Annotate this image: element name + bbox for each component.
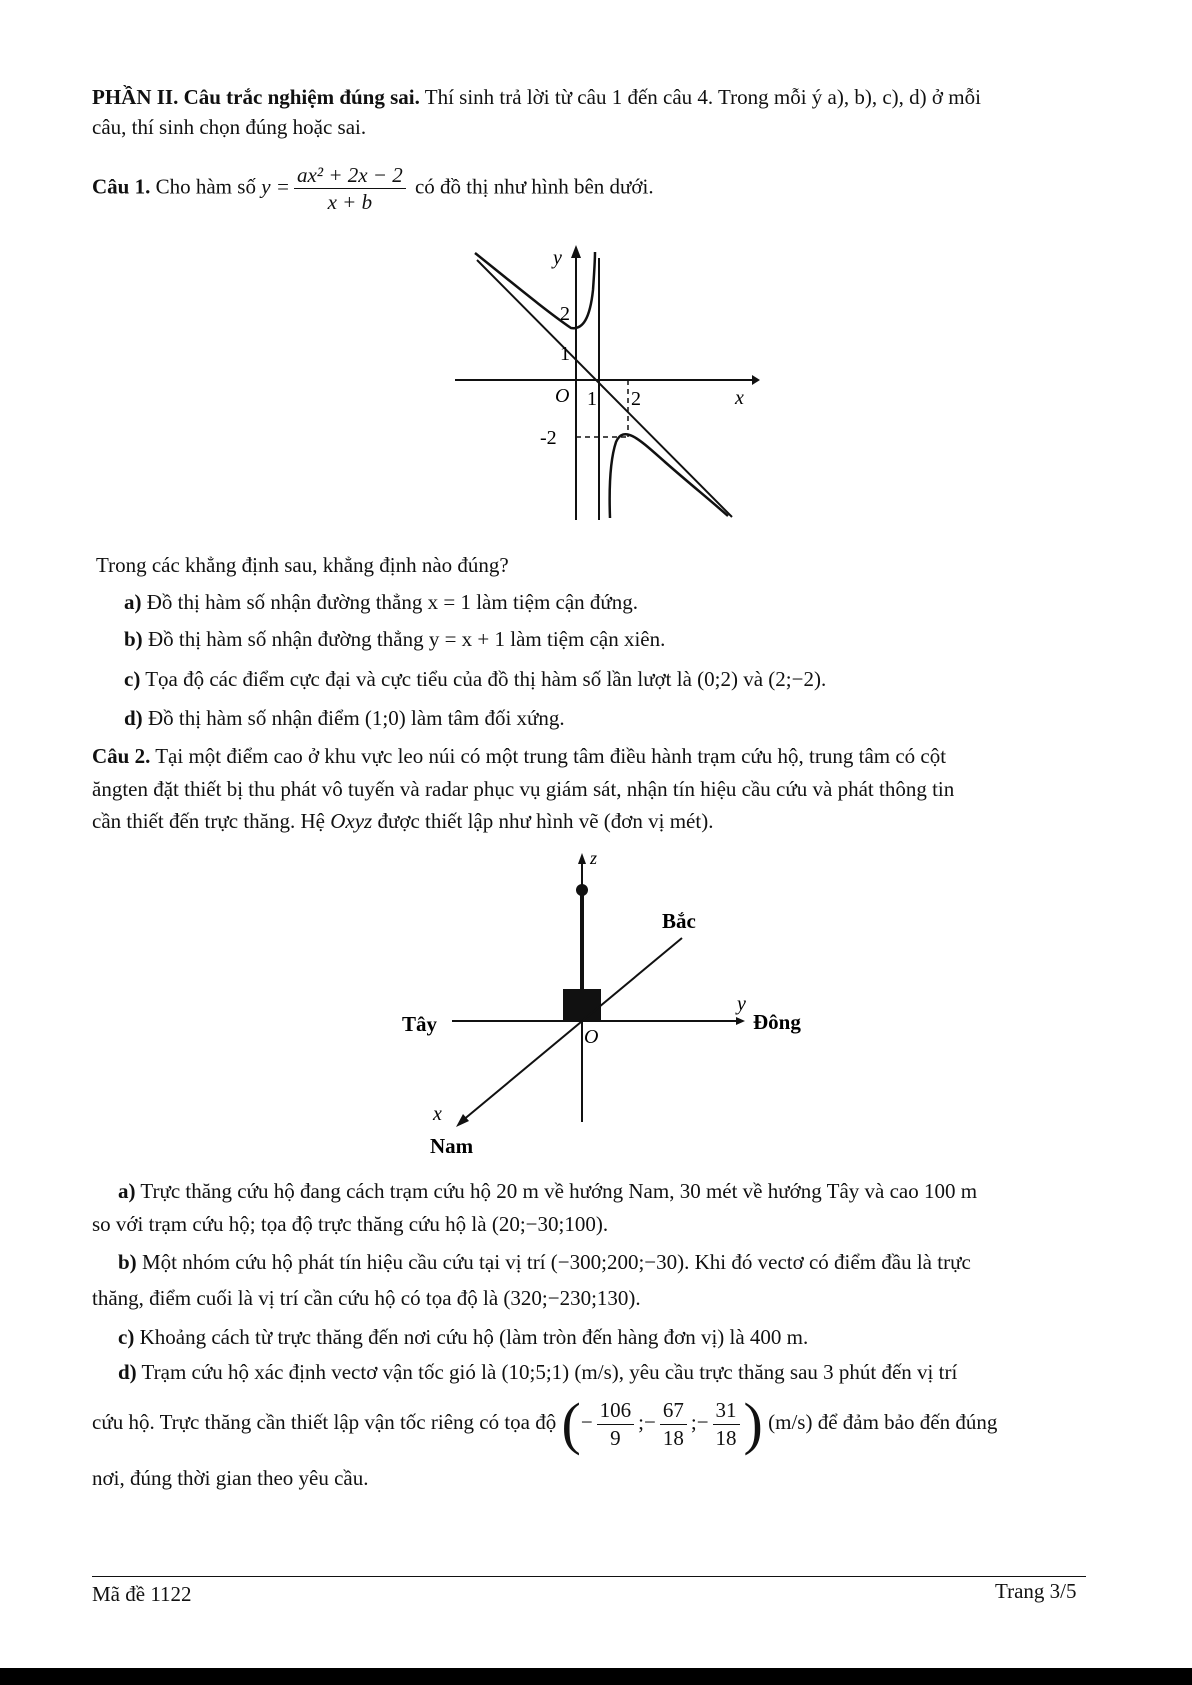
graph-tick-y-neg2: -2 [540, 427, 557, 449]
frac1-sign: − [580, 1409, 593, 1434]
q1-prompt: Trong các khẳng định sau, khẳng định nào đúng? [96, 553, 509, 577]
q2-line3-post: được thiết lập như hình vẽ (đơn vị mét). [372, 809, 714, 833]
frac2-sign: ;− [638, 1409, 656, 1434]
q1-text-after: có đồ thị như hình bên dưới. [409, 174, 654, 199]
fig-x-label: x [433, 1103, 442, 1125]
frac1-den: 9 [610, 1425, 621, 1450]
q2-option-d-line3: nơi, đúng thời gian theo yêu cầu. [92, 1466, 369, 1490]
q2-option-d-text2-post: (m/s) để đảm bảo đến đúng [762, 1409, 998, 1434]
q2-stem-line2: ăngten đặt thiết bị thu phát vô tuyến và radar phục vụ giám sát, nhận tín hiệu cầu cứu và phát thông tin [92, 777, 955, 801]
q1-option-d [124, 703, 565, 733]
velocity-frac-2 [660, 1397, 687, 1451]
footer-exam-code: Mã đề 1122 [92, 1582, 192, 1606]
q2-option-b-line1 [118, 1247, 1108, 1277]
q2-option-a-line2: so với trạm cứu hộ; tọa độ trực thăng cứu hộ là (20;−30;100). [92, 1212, 609, 1236]
fig-north-label: Bắc [662, 909, 696, 933]
velocity-frac-3 [713, 1397, 740, 1451]
q2-option-a-label: a) [118, 1179, 136, 1203]
fig-x-axis [462, 938, 682, 1121]
q2-stem-line3 [92, 806, 1102, 836]
q2-option-d-label: d) [118, 1360, 137, 1384]
q1-function-graph [440, 235, 760, 525]
part-heading: PHẦN II. Câu trắc nghiệm đúng sai. [92, 85, 420, 109]
graph-y-label: y [553, 247, 562, 269]
graph-right-branch [610, 434, 728, 518]
q1-formula-fraction [294, 162, 406, 216]
graph-y-arrow [571, 245, 581, 258]
q2-label: Câu 2. [92, 744, 151, 768]
graph-oblique-asymptote [477, 260, 732, 517]
frac1-num: 106 [597, 1397, 635, 1424]
vector-open-paren: ( [561, 1391, 581, 1456]
q1-option-b-label: b) [124, 627, 143, 651]
q1-option-a [124, 587, 638, 617]
fig-west-label: Tây [402, 1012, 438, 1036]
frac3-den: 18 [715, 1425, 737, 1450]
footer-page-number: Trang 3/5 [995, 1579, 1077, 1603]
fig-station-block [563, 989, 601, 1020]
q1-label: Câu 1. [92, 174, 151, 199]
graph-tick-x2: 2 [631, 388, 641, 410]
vector-close-paren: ) [743, 1391, 763, 1456]
q2-option-a-line1 [118, 1176, 1108, 1206]
q2-option-d-line2 [92, 1391, 1102, 1456]
q2-option-b-line2: thăng, điểm cuối là vị trí cần cứu hộ có tọa độ là (320;−230;130). [92, 1286, 641, 1310]
frac2-den: 18 [662, 1425, 684, 1450]
scan-bottom-border [0, 1668, 1192, 1685]
q2-option-d-text1: Trạm cứu hộ xác định vectơ vận tốc gió là (10;5;1) (m/s), yêu cầu trực thăng sau 3 phút đến vị trí [136, 1360, 958, 1384]
q1-formula-numerator: ax² + 2x − 2 [294, 162, 406, 189]
q2-line1: Tại một điểm cao ở khu vực leo núi có một trung tâm điều hành trạm cứu hộ, trung tâm có cột [150, 744, 947, 768]
fig-east-label: Đông [753, 1010, 801, 1034]
q1-option-c [124, 664, 826, 694]
q2-coordinate-figure [390, 845, 820, 1160]
q1-formula-lhs: y = [261, 174, 290, 199]
q2-line3-oxyz: Oxyz [330, 809, 373, 833]
q1-option-d-label: d) [124, 706, 143, 730]
q1-formula-denominator: x + b [327, 190, 373, 215]
fig-y-arrow [736, 1017, 745, 1025]
q2-option-b-text1: Một nhóm cứu hộ phát tín hiệu cầu cứu tại vị trí (−300;200;−30). Khi đó vectơ có điểm đầu là trực [136, 1250, 971, 1274]
q1-text-before: Cho hàm số [150, 174, 262, 199]
graph-tick-y1: 1 [560, 343, 570, 365]
q2-option-d-text2-pre: cứu hộ. Trực thăng cần thiết lập vận tốc riêng có tọa độ [92, 1409, 562, 1434]
q1-option-a-label: a) [124, 590, 142, 614]
q2-line3-pre: cần thiết đến trực thăng. Hệ [92, 809, 331, 833]
q2-option-c-text: Khoảng cách từ trực thăng đến nơi cứu hộ (làm tròn đến hàng đơn vị) là 400 m. [134, 1325, 809, 1349]
fig-y-label: y [737, 993, 746, 1015]
footer-divider [92, 1576, 1086, 1577]
q1-stem [92, 162, 992, 216]
part-intro-line2: câu, thí sinh chọn đúng hoặc sai. [92, 115, 367, 139]
frac3-sign: ;− [690, 1409, 709, 1434]
fig-south-label: Nam [430, 1134, 474, 1158]
q1-option-d-text: Đồ thị hàm số nhận điểm (1;0) làm tâm đối xứng. [142, 706, 565, 730]
velocity-frac-1 [597, 1397, 635, 1451]
fig-z-arrow [578, 853, 586, 864]
frac3-num: 31 [713, 1397, 740, 1424]
q1-option-b [124, 624, 665, 654]
graph-tick-y2: 2 [560, 303, 570, 325]
graph-x-arrow [752, 375, 760, 385]
graph-tick-x1: 1 [587, 388, 597, 410]
frac2-num: 67 [660, 1397, 687, 1424]
graph-x-label: x [735, 387, 744, 409]
q2-option-c [118, 1322, 808, 1352]
q2-option-a-text1: Trực thăng cứu hộ đang cách trạm cứu hộ 20 m về hướng Nam, 30 mét về hướng Tây và cao 100 m [135, 1179, 978, 1203]
q1-option-c-label: c) [124, 667, 141, 691]
q2-option-d-line1 [118, 1357, 1108, 1387]
q2-option-c-label: c) [118, 1325, 135, 1349]
q1-option-a-text: Đồ thị hàm số nhận đường thẳng x = 1 làm tiệm cận đứng. [141, 590, 639, 614]
q1-option-b-text: Đồ thị hàm số nhận đường thẳng y = x + 1 làm tiệm cận xiên. [142, 627, 666, 651]
q1-option-c-text: Tọa độ các điểm cực đại và cực tiểu của đồ thị hàm số lần lượt là (0;2) và (2;−2). [140, 667, 827, 691]
part-intro [92, 82, 1102, 112]
fig-z-label: z [590, 848, 598, 868]
part-intro-line1: Thí sinh trả lời từ câu 1 đến câu 4. Trong mỗi ý a), b), c), d) ở mỗi [419, 85, 981, 109]
graph-origin-label: O [555, 385, 570, 407]
q2-option-b-label: b) [118, 1250, 137, 1274]
q2-stem-line1 [92, 741, 1102, 771]
fig-origin-label: O [584, 1026, 599, 1048]
